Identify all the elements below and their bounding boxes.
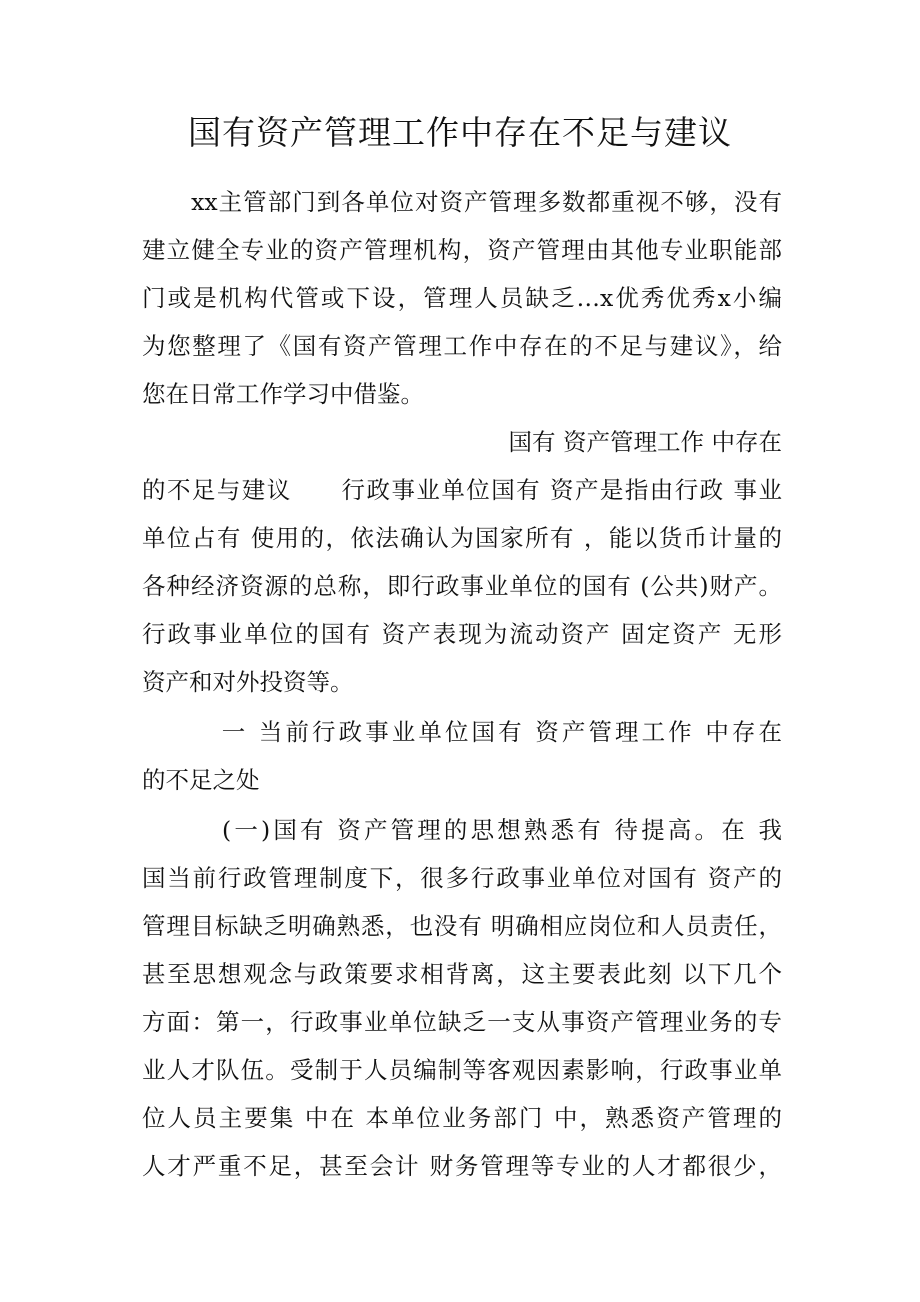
paragraph-line: 业人才队伍。受制于人员编制等客观因素影响，行政事业单 <box>142 1056 782 1084</box>
paragraph-line: xx主管部门到各单位对资产管理多数都重视不够，没有 <box>142 188 782 216</box>
paragraph-line: 国当前行政管理制度下，很多行政事业单位对国有 资产的 <box>142 864 782 892</box>
paragraph-line: 人才严重不足，甚至会计 财务管理等专业的人才都很少， <box>142 1152 782 1180</box>
paragraph-line: 单位占有 使用的，依法确认为国家所有 ，能以货币计量的 <box>142 524 782 552</box>
document-title: 国有资产管理工作中存在不足与建议 <box>188 113 732 152</box>
paragraph-line: 甚至思想观念与政策要求相背离，这主要表此刻 以下几个 <box>142 960 782 988</box>
paragraph-line: 门或是机构代管或下设，管理人员缺乏…x优秀优秀x小编 <box>142 284 782 312</box>
paragraph-line: 建立健全专业的资产管理机构，资产管理由其他专业职能部 <box>142 236 782 264</box>
paragraph-line: 位人员主要集 中在 本单位业务部门 中，熟悉资产管理的 <box>142 1104 782 1132</box>
paragraph-line: 管理目标缺乏明确熟悉，也没有 明确相应岗位和人员责任， <box>142 912 782 940</box>
paragraph-line: 各种经济资源的总称，即行政事业单位的国有 (公共)财产。 <box>142 572 782 600</box>
paragraph-line: 为您整理了《国有资产管理工作中存在的不足与建议》，给 <box>142 332 782 360</box>
paragraph-line: 的不足与建议 行政事业单位国有 资产是指由行政 事业 <box>142 476 782 504</box>
paragraph-line: (一)国有 资产管理的思想熟悉有 待提高。在 我 <box>142 816 782 844</box>
paragraph-line: 国有 资产管理工作 中存在 <box>508 428 782 456</box>
paragraph-line: 资产和对外投资等。 <box>142 668 354 696</box>
paragraph-line: 方面：第一，行政事业单位缺乏一支从事资产管理业务的专 <box>142 1008 782 1036</box>
paragraph-line: 行政事业单位的国有 资产表现为流动资产 固定资产 无形 <box>142 620 782 648</box>
paragraph-line: 您在日常工作学习中借鉴。 <box>142 380 424 408</box>
section-heading-line: 的不足之处 <box>142 766 260 794</box>
section-heading-line: 一 当前行政事业单位国有 资产管理工作 中存在 <box>142 718 782 746</box>
